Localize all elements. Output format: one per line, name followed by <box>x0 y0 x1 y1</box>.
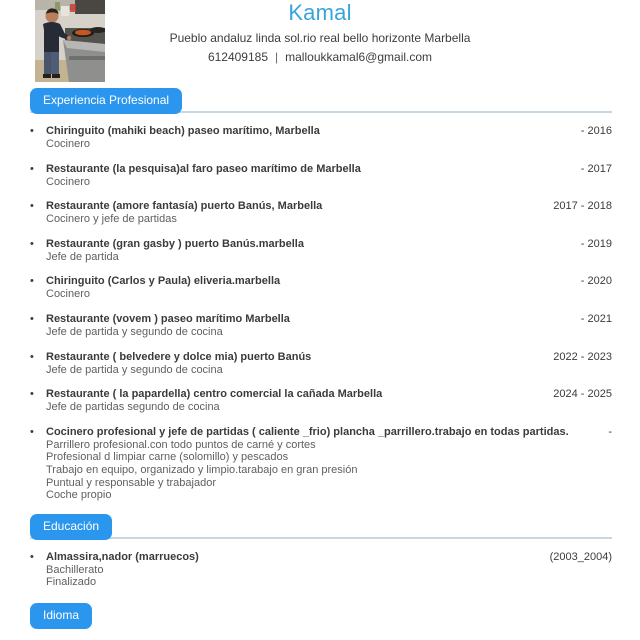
bullet-icon <box>30 275 46 288</box>
entry-date: 2017 - 2018 <box>553 200 612 213</box>
entry-detail-line: Puntual y responsable y trabajador <box>46 476 216 489</box>
entry-title: Restaurante (gran gasby ) puerto Banús.marbella <box>46 237 304 250</box>
phone-number: 612409185 <box>207 50 269 64</box>
entry-date: - 2017 <box>580 162 612 175</box>
entry-date: - 2020 <box>580 275 612 288</box>
entry-title: Chiringuito (mahiki beach) paseo marítimo, Marbella <box>46 125 320 137</box>
entry-date: 2024 - 2025 <box>553 388 612 401</box>
section-educacion <box>30 514 612 589</box>
bullet-icon <box>30 238 46 251</box>
address-line: Pueblo andaluz linda sol.rio real bello horizonte Marbella <box>169 31 471 45</box>
bullet-icon <box>30 426 46 439</box>
entry-role: Jefe de partida y segundo de cocina <box>46 325 223 338</box>
entry-title: Chiringuito (Carlos y Paula) eliveria.marbella <box>46 275 281 288</box>
education-list <box>30 540 612 589</box>
entry-degree: Bachillerato <box>46 563 104 576</box>
entry-role: Cocinero <box>46 138 91 150</box>
bullet-icon <box>30 313 46 326</box>
entry-date: (2003_2004) <box>549 550 612 563</box>
bullet-icon <box>30 125 46 138</box>
experience-entry <box>30 238 612 264</box>
entry-date: - 2019 <box>580 237 612 250</box>
contact-separator: | <box>275 50 279 64</box>
experience-entry <box>30 163 612 189</box>
cv-content <box>30 88 612 629</box>
bullet-icon <box>30 388 46 401</box>
experience-entry <box>30 351 612 377</box>
entry-role: Jefe de partida <box>46 250 119 263</box>
section-header-idioma <box>30 603 612 629</box>
section-badge-educacion: Educación <box>30 514 112 540</box>
experience-entry <box>30 313 612 339</box>
entry-title: Restaurante ( la papardella) centro comercial la cañada Marbella <box>46 388 383 401</box>
entry-role: Jefe de partidas segundo de cocina <box>46 401 220 414</box>
entry-role: Cocinero <box>46 175 91 188</box>
person-name: Kamal <box>288 0 352 25</box>
entry-date: - 2016 <box>580 125 612 137</box>
bullet-icon <box>30 163 46 176</box>
experience-list <box>30 114 612 502</box>
email-address[interactable]: malloukkamal6@gmail.com <box>285 50 433 64</box>
section-idioma <box>30 603 612 629</box>
entry-title: Almassira,nador (marruecos) <box>46 550 199 563</box>
education-entry <box>30 551 612 589</box>
section-badge-experiencia: Experiencia Profesional <box>30 88 182 114</box>
bullet-icon <box>30 351 46 364</box>
section-header-experiencia <box>30 88 612 114</box>
experience-summary-entry <box>30 426 612 502</box>
entry-detail-line: Profesional d limpiar carne (solomillo) y pescados <box>46 451 289 464</box>
entry-date: - <box>608 425 612 438</box>
section-badge-idioma: Idioma <box>30 603 92 629</box>
experience-entry <box>30 275 612 301</box>
section-divider <box>30 537 612 539</box>
entry-title: Restaurante (amore fantasía) puerto Banús, Marbella <box>46 200 323 213</box>
entry-date: 2022 - 2023 <box>553 350 612 363</box>
section-header-educacion <box>30 514 612 540</box>
section-experiencia <box>30 88 612 502</box>
entry-role: Cocinero <box>46 288 91 301</box>
entry-role: Cocinero y jefe de partidas <box>46 213 177 226</box>
entry-title: Restaurante ( belvedere y dolce mia) puerto Banús <box>46 350 312 363</box>
entry-status: Finalizado <box>46 576 97 589</box>
experience-entry <box>30 200 612 226</box>
entry-detail-line: Coche propio <box>46 489 112 502</box>
entry-role: Jefe de partida y segundo de cocina <box>46 363 223 376</box>
entry-date: - 2021 <box>580 312 612 325</box>
entry-detail-line: Trabajo en equipo, organizado y limpio.tarabajo en gran presión <box>46 463 358 476</box>
bullet-icon <box>30 200 46 213</box>
bullet-icon <box>30 551 46 564</box>
entry-title: Cocinero profesional y jefe de partidas ( caliente _frio) plancha _parrillero.trabajo en todas partidas. <box>46 425 569 438</box>
profile-photo <box>35 0 105 82</box>
experience-entry <box>30 125 612 151</box>
entry-detail-line: Parrillero profesional.con todo puntos de carné y cortes <box>46 438 316 451</box>
entry-title: Restaurante (la pesquisa)al faro paseo marítimo de Marbella <box>46 162 361 175</box>
entry-title: Restaurante (vovem ) paseo marítimo Marbella <box>46 312 290 325</box>
experience-entry <box>30 388 612 414</box>
chef-kitchen-illustration <box>35 0 105 82</box>
